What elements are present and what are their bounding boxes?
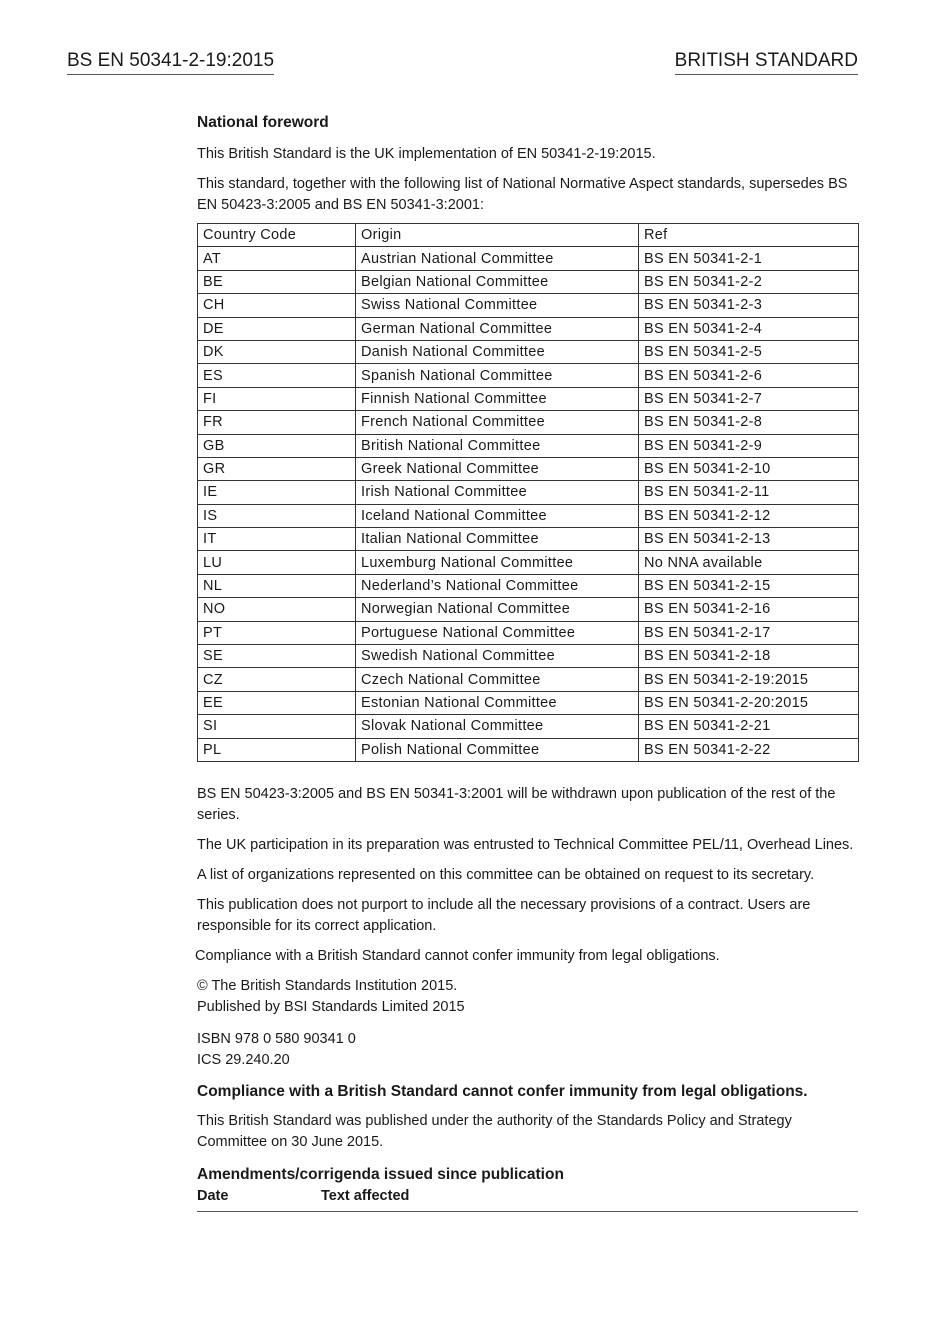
table-row — [198, 247, 859, 270]
national-committees-table — [197, 223, 859, 762]
contract-paragraph: This publication does not purport to include all the necessary provisions of a contract. Users are responsible for its correct application. — [197, 896, 811, 934]
table-row — [198, 270, 859, 293]
cell-ref: No NNA available — [639, 551, 859, 574]
cell-country-code: IE — [198, 481, 356, 504]
cell-country-code: GB — [198, 434, 356, 457]
cell-ref: BS EN 50341-2-7 — [639, 387, 859, 410]
table-row — [198, 317, 859, 340]
compliance-paragraph: Compliance with a British Standard cannot confer immunity from legal obligations. — [195, 947, 720, 964]
table-row — [198, 434, 859, 457]
cell-ref: BS EN 50341-2-11 — [639, 481, 859, 504]
table-row — [198, 551, 859, 574]
cell-origin: Polish National Committee — [356, 738, 639, 761]
table-row — [198, 340, 859, 363]
cell-origin: Nederland’s National Committee — [356, 574, 639, 597]
page-title: National foreword — [197, 114, 329, 131]
cell-origin: French National Committee — [356, 411, 639, 434]
table-row — [198, 668, 859, 691]
cell-ref: BS EN 50341-2-13 — [639, 528, 859, 551]
amendments-table-header — [197, 1188, 858, 1212]
cell-ref: BS EN 50341-2-9 — [639, 434, 859, 457]
cell-ref: BS EN 50341-2-3 — [639, 294, 859, 317]
cell-origin: Luxemburg National Committee — [356, 551, 639, 574]
cell-ref: BS EN 50341-2-15 — [639, 574, 859, 597]
series-label: BRITISH STANDARD — [675, 50, 858, 75]
table-header-row — [198, 224, 859, 247]
header-origin: Origin — [356, 224, 639, 247]
cell-origin: Iceland National Committee — [356, 504, 639, 527]
table-row — [198, 411, 859, 434]
cell-country-code: ES — [198, 364, 356, 387]
cell-ref: BS EN 50341-2-1 — [639, 247, 859, 270]
cell-country-code: PL — [198, 738, 356, 761]
table-row — [198, 294, 859, 317]
cell-country-code: LU — [198, 551, 356, 574]
table-row — [198, 457, 859, 480]
table-row — [198, 738, 859, 761]
amendments-title: Amendments/corrigenda issued since publication — [197, 1165, 564, 1183]
cell-country-code: GR — [198, 457, 356, 480]
authority-paragraph: This British Standard was published under the authority of the Standards Policy and Strategy Committee on 30 June 2015. — [197, 1112, 792, 1150]
cell-country-code: BE — [198, 270, 356, 293]
cell-ref: BS EN 50341-2-19:2015 — [639, 668, 859, 691]
cell-ref: BS EN 50341-2-2 — [639, 270, 859, 293]
table-row — [198, 621, 859, 644]
cell-origin: Belgian National Committee — [356, 270, 639, 293]
withdrawn-paragraph: BS EN 50423-3:2005 and BS EN 50341-3:2001 will be withdrawn upon publication of the rest of the series. — [197, 785, 836, 823]
cell-origin: Portuguese National Committee — [356, 621, 639, 644]
cell-origin: Irish National Committee — [356, 481, 639, 504]
cell-country-code: SE — [198, 645, 356, 668]
cell-origin: Danish National Committee — [356, 340, 639, 363]
cell-origin: Austrian National Committee — [356, 247, 639, 270]
intro-paragraph: This British Standard is the UK implementation of EN 50341-2-19:2015. — [197, 146, 656, 162]
table-row — [198, 715, 859, 738]
cell-ref: BS EN 50341-2-8 — [639, 411, 859, 434]
cell-ref: BS EN 50341-2-21 — [639, 715, 859, 738]
copyright-line: © The British Standards Institution 2015. — [197, 977, 458, 994]
organizations-paragraph: A list of organizations represented on this committee can be obtained on request to its secretary. — [197, 866, 815, 883]
cell-ref: BS EN 50341-2-6 — [639, 364, 859, 387]
cell-country-code: IT — [198, 528, 356, 551]
cell-country-code: NO — [198, 598, 356, 621]
publisher-line: Published by BSI Standards Limited 2015 — [197, 998, 465, 1015]
cell-ref: BS EN 50341-2-18 — [639, 645, 859, 668]
amendments-text-header: Text affected — [321, 1187, 410, 1204]
header-ref: Ref — [639, 224, 859, 247]
ics-line: ICS 29.240.20 — [197, 1051, 290, 1068]
cell-origin: Norwegian National Committee — [356, 598, 639, 621]
cell-country-code: FI — [198, 387, 356, 410]
participation-paragraph: The UK participation in its preparation was entrusted to Technical Committee PEL/11, Overhead Lines. — [197, 836, 854, 853]
cell-country-code: DK — [198, 340, 356, 363]
cell-country-code: NL — [198, 574, 356, 597]
cell-origin: Czech National Committee — [356, 668, 639, 691]
cell-origin: German National Committee — [356, 317, 639, 340]
table-row — [198, 504, 859, 527]
table-row — [198, 691, 859, 714]
cell-origin: Finnish National Committee — [356, 387, 639, 410]
cell-origin: Swedish National Committee — [356, 645, 639, 668]
cell-origin: British National Committee — [356, 434, 639, 457]
cell-country-code: DE — [198, 317, 356, 340]
cell-country-code: PT — [198, 621, 356, 644]
table-row — [198, 574, 859, 597]
document-id: BS EN 50341-2-19:2015 — [67, 50, 274, 75]
table-row — [198, 645, 859, 668]
supersedes-paragraph: This standard, together with the following list of National Normative Aspect standards, supersedes BS EN 50423-3:2005 and BS EN 50341-3:2001: — [197, 176, 848, 213]
cell-country-code: IS — [198, 504, 356, 527]
cell-origin: Estonian National Committee — [356, 691, 639, 714]
cell-ref: BS EN 50341-2-12 — [639, 504, 859, 527]
cell-country-code: CZ — [198, 668, 356, 691]
cell-ref: BS EN 50341-2-17 — [639, 621, 859, 644]
cell-country-code: CH — [198, 294, 356, 317]
table-row — [198, 528, 859, 551]
cell-origin: Italian National Committee — [356, 528, 639, 551]
cell-origin: Swiss National Committee — [356, 294, 639, 317]
cell-ref: BS EN 50341-2-4 — [639, 317, 859, 340]
cell-ref: BS EN 50341-2-16 — [639, 598, 859, 621]
cell-origin: Spanish National Committee — [356, 364, 639, 387]
compliance-notice: Compliance with a British Standard cannot confer immunity from legal obligations. — [197, 1082, 808, 1100]
table-row — [198, 481, 859, 504]
table-row — [198, 387, 859, 410]
cell-country-code: AT — [198, 247, 356, 270]
foreword-content — [197, 114, 858, 1212]
cell-origin: Slovak National Committee — [356, 715, 639, 738]
amendments-date-header: Date — [197, 1187, 229, 1204]
cell-ref: BS EN 50341-2-10 — [639, 457, 859, 480]
table-row — [198, 364, 859, 387]
cell-country-code: SI — [198, 715, 356, 738]
cell-origin: Greek National Committee — [356, 457, 639, 480]
cell-country-code: EE — [198, 691, 356, 714]
cell-country-code: FR — [198, 411, 356, 434]
cell-ref: BS EN 50341-2-5 — [639, 340, 859, 363]
header-country-code: Country Code — [198, 224, 356, 247]
isbn-line: ISBN 978 0 580 90341 0 — [197, 1030, 356, 1047]
cell-ref: BS EN 50341-2-20:2015 — [639, 691, 859, 714]
cell-ref: BS EN 50341-2-22 — [639, 738, 859, 761]
table-row — [198, 598, 859, 621]
